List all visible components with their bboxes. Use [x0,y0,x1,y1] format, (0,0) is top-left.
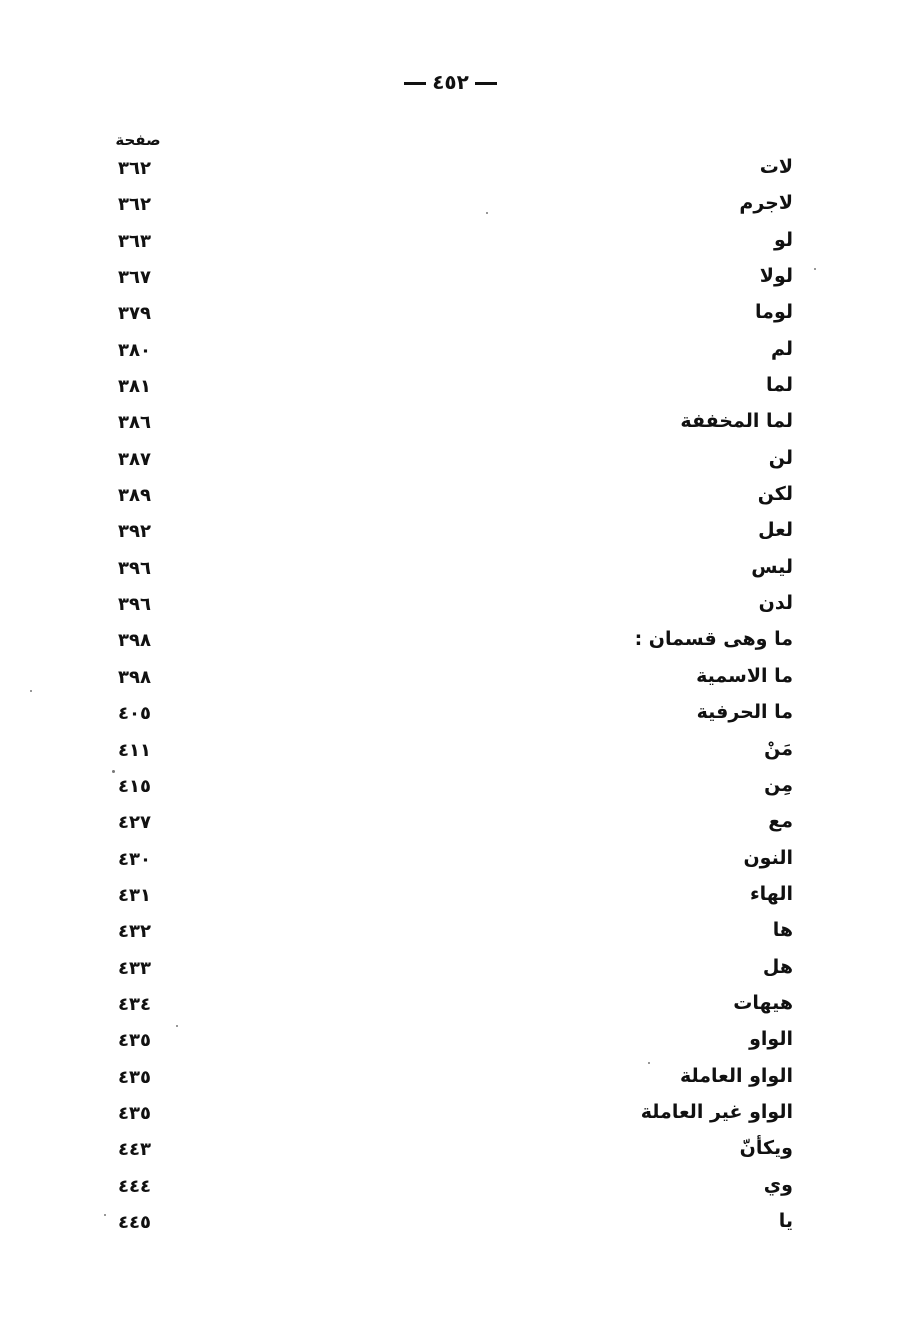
entry-page-number: ٤١١ [118,739,151,761]
entry-term: هيهات [733,991,793,1014]
entry-term: مِن [764,773,793,796]
index-entry [0,843,901,879]
entry-page-number: ٣٨١ [118,376,151,398]
index-entry [0,915,901,951]
entry-term: الواو العاملة [679,1064,793,1087]
index-entry [0,806,901,842]
entry-page-number: ٣٨٦ [118,412,151,434]
index-entry [0,334,901,370]
entry-page-number: ٤٣٤ [118,993,151,1015]
index-entry [0,225,901,261]
entry-page-number: ٤٤٥ [118,1211,151,1233]
index-entry [0,370,901,406]
entry-page-number: ٤١٥ [118,775,151,797]
entry-term: الهاء [749,882,793,905]
index-entry [0,588,901,624]
index-entry [0,152,901,188]
entry-term: لات [759,156,793,178]
index-entry [0,1206,901,1242]
entry-page-number: ٤٠٥ [118,703,151,725]
index-entry [0,1133,901,1169]
index-entry-list [0,152,901,1242]
entry-page-number: ٤٣٥ [118,1066,151,1088]
entry-term: ما الاسمية [696,664,793,687]
index-entry [0,297,901,333]
entry-term: مع [768,810,793,833]
page-number-text: ٤٥٢ [432,70,469,94]
entry-page-number: ٤٣٣ [118,957,151,979]
index-entry [0,1097,901,1133]
entry-term: لو [773,228,793,251]
entry-term: ها [772,919,793,942]
entry-page-number: ٣٩٢ [118,521,151,543]
paper-speck [486,212,488,214]
entry-page-number: ٤٣٥ [118,1102,151,1124]
entry-term: لم [770,337,793,360]
entry-page-number: ٤٣٢ [118,921,151,943]
entry-term: لدن [758,592,793,615]
entry-page-number: ٣٩٨ [118,666,151,688]
entry-term: لولا [759,265,793,288]
index-entry [0,443,901,479]
entry-page-number: ٣٨٠ [118,339,151,361]
index-entry [0,188,901,224]
paper-speck [648,1062,650,1064]
page-number [0,70,901,94]
index-entry [0,552,901,588]
index-entry [0,952,901,988]
index-entry [0,734,901,770]
entry-page-number: ٤٣١ [118,884,151,906]
entry-term: مَنْ [764,737,793,760]
entry-page-number: ٣٦٣ [118,230,151,252]
entry-page-number: ٤٣٥ [118,1030,151,1052]
entry-term: لما [765,374,793,397]
entry-term: وي [763,1173,793,1196]
entry-page-number: ٣٨٧ [118,448,151,470]
page-column-header: صفحة [115,131,161,149]
paper-speck [176,1025,178,1027]
entry-term: لن [768,446,793,469]
paper-speck [104,1214,106,1216]
entry-term: لعل [758,519,793,542]
paper-speck [814,268,816,270]
entry-page-number: ٣٧٩ [118,303,151,325]
entry-term: ليس [751,555,793,578]
entry-term: ما الحرفية [696,701,793,724]
index-entry [0,261,901,297]
entry-term: ويكأنّ [739,1137,793,1160]
entry-term: النون [743,846,793,869]
entry-page-number: ٤٣٠ [118,848,151,870]
index-entry [0,479,901,515]
index-entry [0,515,901,551]
entry-page-number: ٣٦٢ [118,158,151,179]
right-dash [475,82,497,85]
entry-term: لاجرم [739,192,793,215]
index-entry [0,624,901,660]
paper-speck [30,690,32,692]
entry-page-number: ٣٩٦ [118,594,151,616]
entry-page-number: ٤٢٧ [118,812,151,834]
entry-term: لما المخففة [680,410,793,433]
index-entry [0,770,901,806]
index-entry [0,1061,901,1097]
entry-page-number: ٣٦٧ [118,267,151,289]
entry-term: هل [762,955,793,978]
entry-page-number: ٣٨٩ [118,485,151,507]
index-entry [0,661,901,697]
entry-page-number: ٣٩٦ [118,557,151,579]
paper-speck [112,770,115,773]
entry-page-number: ٣٦٢ [118,194,151,216]
index-entry [0,406,901,442]
entry-term: لكن [757,483,793,506]
entry-page-number: ٣٩٨ [118,630,151,652]
index-entry [0,879,901,915]
entry-term: ما وهى قسمان : [634,628,793,651]
index-entry [0,697,901,733]
index-entry [0,1170,901,1206]
left-dash [404,82,426,85]
entry-term: الواو [749,1028,793,1051]
index-entry [0,1024,901,1060]
entry-page-number: ٤٤٤ [118,1175,151,1197]
entry-term: الواو غير العاملة [640,1100,793,1123]
entry-term: لوما [755,301,793,324]
entry-term: يا [778,1209,793,1232]
entry-page-number: ٤٤٣ [118,1139,151,1161]
index-entry [0,988,901,1024]
